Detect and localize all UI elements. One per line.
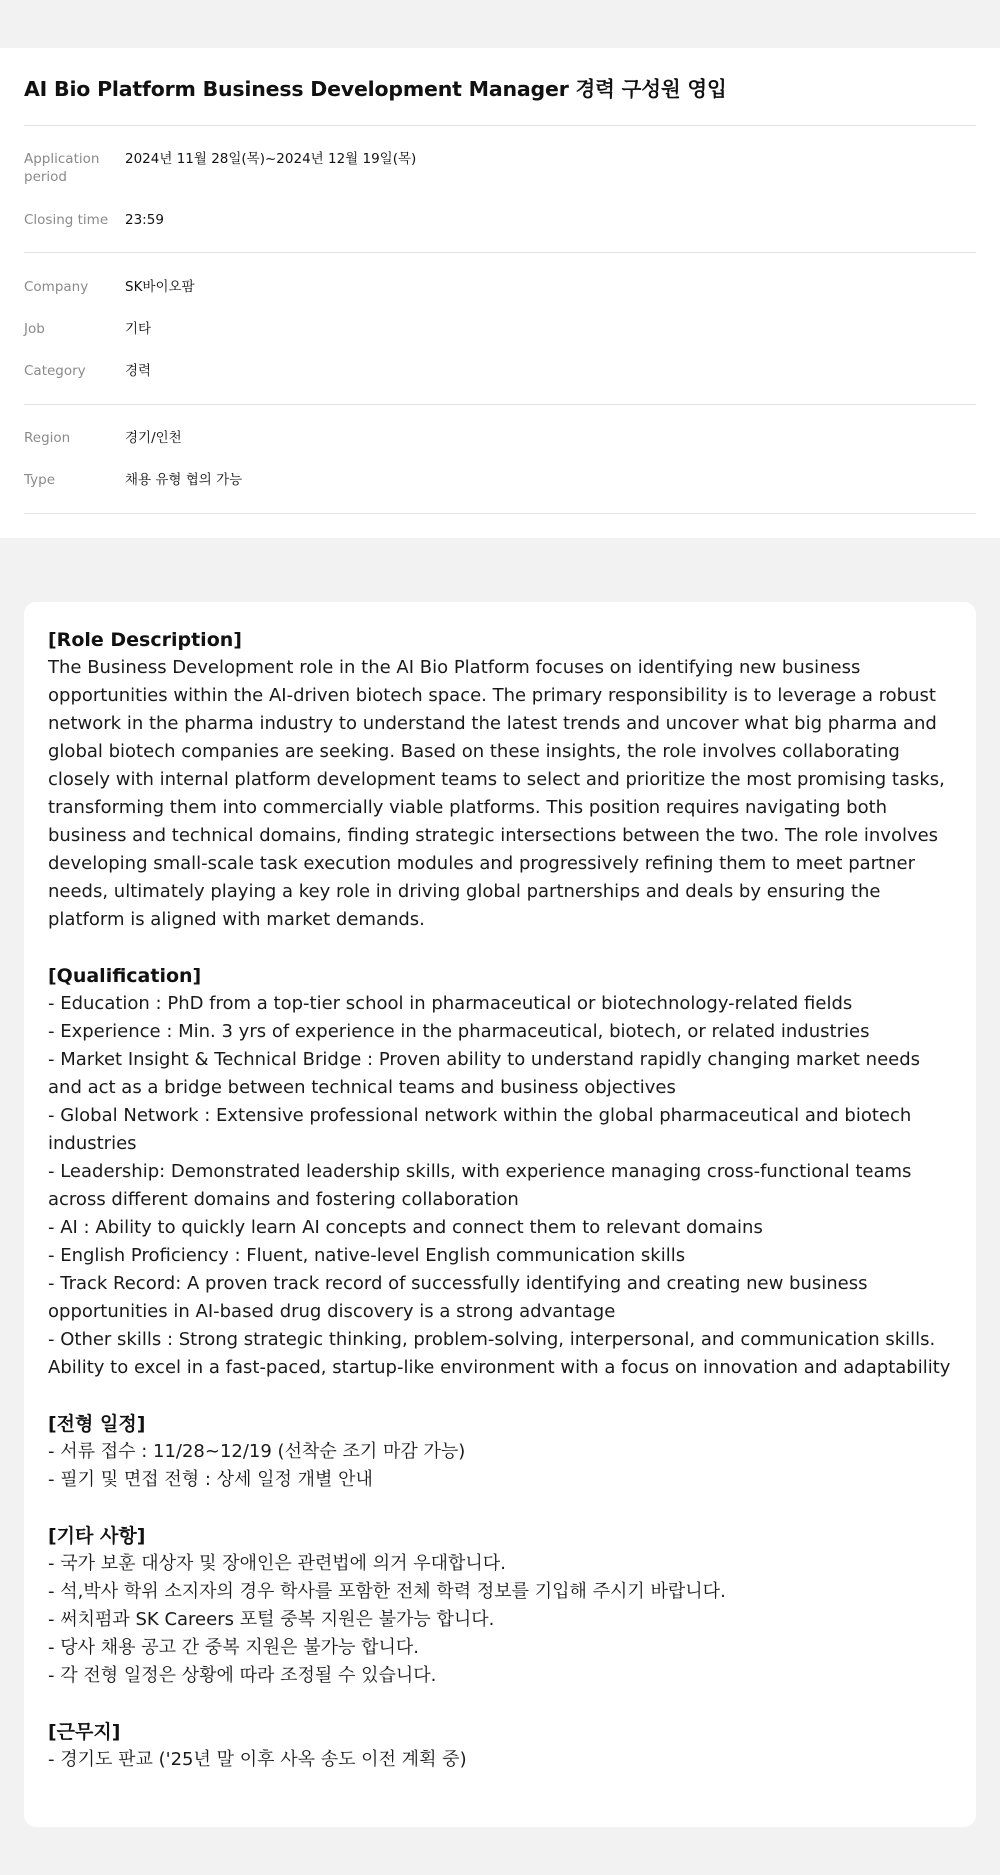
job-description-card: [24, 602, 976, 1827]
qualification-item: - AI : Ability to quickly learn AI concepts and connect them to relevant domains: [48, 1217, 763, 1238]
job-description: [48, 626, 958, 1802]
application-period-label: Application period: [24, 151, 100, 185]
work-location-section: [48, 1718, 958, 1774]
schedule-item: - 서류 접수 : 11/28~12/19 (선착순 조기 마감 가능): [48, 1441, 466, 1462]
type-label: Type: [24, 472, 56, 488]
role-description-section: [48, 626, 958, 934]
other-notes-item: - 국가 보훈 대상자 및 장애인은 관련법에 의거 우대합니다.: [48, 1553, 506, 1574]
role-description-heading: [Role Description]: [48, 629, 242, 651]
divider: [24, 125, 976, 126]
qualification-item: - Market Insight & Technical Bridge : Proven ability to understand rapidly changing market needs and act as a bridge between technical teams and business objectives: [48, 1049, 921, 1098]
closing-time-label: Closing time: [24, 212, 109, 228]
other-notes-item: - 써치펌과 SK Careers 포털 중복 지원은 불가능 합니다.: [48, 1609, 495, 1630]
application-period-value: 2024년 11월 28일(목)~2024년 12월 19일(목): [125, 151, 417, 167]
region-label: Region: [24, 430, 71, 446]
qualification-item: - Track Record: A proven track record of successfully identifying and creating new business opportunities in AI-based drug discovery is a strong advantage: [48, 1273, 868, 1322]
other-notes-item: - 각 전형 일정은 상황에 따라 조정될 수 있습니다.: [48, 1665, 437, 1686]
qualification-item: - Education : PhD from a top-tier school in pharmaceutical or biotechnology-related fields: [48, 993, 853, 1014]
region-value: 경기/인천: [125, 430, 182, 446]
work-location-item: - 경기도 판교 ('25년 말 이후 사옥 송도 이전 계획 중): [48, 1749, 467, 1770]
schedule-section: [48, 1410, 958, 1494]
other-notes-item: - 석,박사 학위 소지자의 경우 학사를 포함한 전체 학력 정보를 기입해 주시기 바랍니다.: [48, 1581, 726, 1602]
job-label: Job: [24, 321, 45, 337]
work-location-heading: [근무지]: [48, 1721, 121, 1743]
qualification-item: - Global Network : Extensive professional network within the global pharmaceutical and biotech industries: [48, 1105, 912, 1154]
divider: [24, 404, 976, 405]
qualification-item: - Leadership: Demonstrated leadership skills, with experience managing cross-functional teams across different domains and fostering collaboration: [48, 1161, 912, 1210]
schedule-heading: [전형 일정]: [48, 1413, 146, 1435]
other-notes-section: [48, 1522, 958, 1690]
other-notes-heading: [기타 사항]: [48, 1525, 146, 1547]
category-label: Category: [24, 363, 86, 379]
qualification-item: - English Proficiency : Fluent, native-level English communication skills: [48, 1245, 686, 1266]
qualification-item: - Other skills : Strong strategic thinking, problem-solving, interpersonal, and communication skills. Ability to excel in a fast-paced, startup-like environment with a focus on innovation and adaptability: [48, 1329, 951, 1378]
category-value: 경력: [125, 363, 152, 379]
qualification-section: [48, 962, 958, 1382]
job-value: 기타: [125, 321, 152, 337]
qualification-item: - Experience : Min. 3 yrs of experience in the pharmaceutical, biotech, or related industries: [48, 1021, 870, 1042]
divider: [24, 252, 976, 253]
other-notes-item: - 당사 채용 공고 간 중복 지원은 불가능 합니다.: [48, 1637, 419, 1658]
schedule-item: - 필기 및 면접 전형 : 상세 일정 개별 안내: [48, 1469, 373, 1490]
closing-time-value: 23:59: [125, 212, 164, 228]
role-description-text: The Business Development role in the AI Bio Platform focuses on identifying new business opportunities within the AI-driven biotech space. The primary responsibility is to leverage a robust network in the pharma industry to understand the latest trends and uncover what big pharma and global biotech companies are seeking. Based on these insights, the role involves collaborating closely with internal platform development teams to select and prioritize the most promising tasks, transforming them into commercially viable platforms. This position requires navigating both business and technical domains, finding strategic intersections between the two. The role involves developing small-scale task execution modules and progressively refining them to meet partner needs, ultimately playing a key role in driving global partnerships and deals by ensuring the platform is aligned with market demands.: [48, 657, 945, 930]
job-summary-card: [0, 48, 1000, 538]
type-value: 채용 유형 협의 가능: [125, 472, 243, 488]
divider: [24, 513, 976, 514]
company-value: SK바이오팜: [125, 279, 195, 295]
company-label: Company: [24, 279, 89, 295]
qualification-heading: [Qualification]: [48, 965, 202, 987]
page-title: AI Bio Platform Business Development Manager 경력 구성원 영입: [24, 77, 727, 101]
